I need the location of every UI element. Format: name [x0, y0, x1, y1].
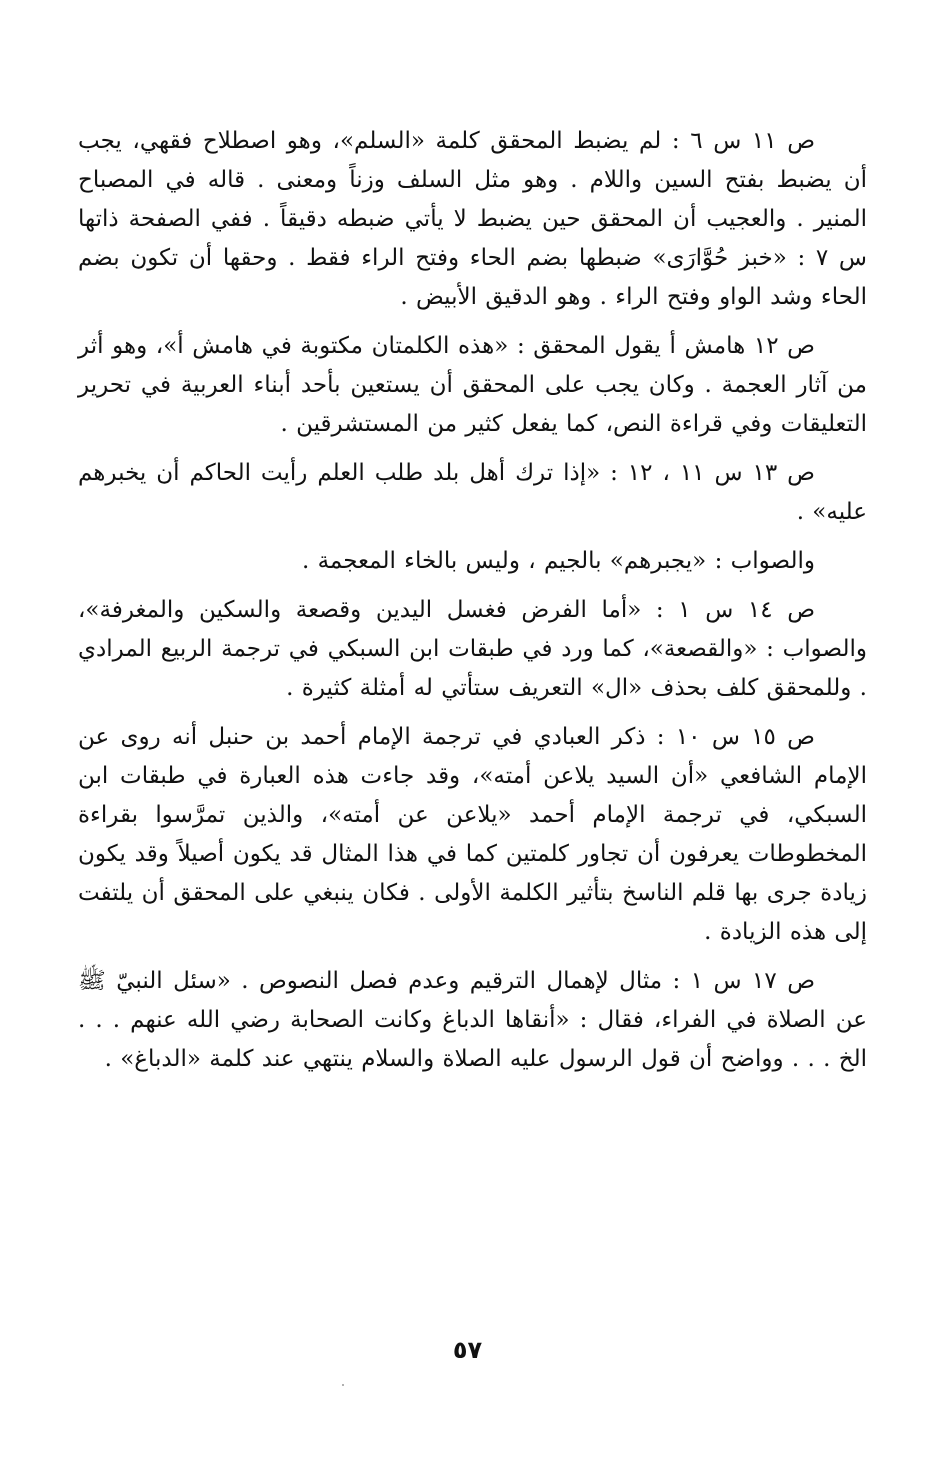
paragraph-p11: ص ١١ س ٦ : لم يضبط المحقق كلمة «السلم»، وهو اصطلاح فقهي، يجب أن يضبط بفتح السين واللام . وهو مثل السلف وزناً ومعنى . قاله في المصباح المنير . والعجيب أن المحقق حين يضبط لا يأتي ضبطه دقيقاً . ففي الصفحة ذاتها س ٧ : «خبز حُوَّارَى» ضبطها بضم الحاء وفتح الراء فقط . وحقها أن تكون بضم الحاء وشد الواو وفتح الراء . وهو الدقيق الأبيض .	[78, 128, 867, 310]
paragraph-p15: ص ١٥ س ١٠ : ذكر العبادي في ترجمة الإمام أحمد بن حنبل أنه روى عن الإمام الشافعي «أن السيد يلاعن أمته»، وقد جاءت هذه العبارة في طبقات ابن السبكي، في ترجمة الإمام أحمد «يلاعن عن أمته»، والذين تمرَّسوا بقراءة المخطوطات يعرفون أن تجاور كلمتين كما في هذا المثال قد يكون أصيلاً وقد يكون زيادة جرى بها قلم الناسخ بتأثير الكلمة الأولى . فكان ينبغي على المحقق أن يلتفت إلى هذه الزيادة .	[78, 724, 867, 945]
paragraph-p14: ص ١٤ س ١ : «أما الفرض فغسل اليدين وقصعة والسكين والمغرفة»، والصواب : «والقصعة»، كما ورد في طبقات ابن السبكي في ترجمة الربيع المرادي . وللمحقق كلف بحذف «ال» التعريف ستأتي له أمثلة كثيرة .	[78, 597, 867, 701]
scan-speck	[342, 1384, 344, 1386]
paragraph-p12: ص ١٢ هامش أ يقول المحقق : «هذه الكلمتان مكتوبة في هامش أ»، وهو أثر من آثار العجمة . وكان يجب على المحقق أن يستعين بأحد أبناء العربية في تحرير التعليقات وفي قراءة النص، كما يفعل كثير من المستشرقين .	[78, 333, 867, 437]
body-text	[78, 122, 867, 1089]
paragraph-correction: والصواب : «يجبرهم» بالجيم ، وليس بالخاء المعجمة .	[301, 548, 815, 574]
paragraph-p17: ص ١٧ س ١ : مثال لإهمال الترقيم وعدم فصل النصوص . «سئل النبيّ ﷺ عن الصلاة في الفراء، فقال : «أنقاها الدباغ وكانت الصحابة رضي الله عنهم . . . الخ . . . وواضح أن قول الرسول عليه الصلاة والسلام ينتهي عند كلمة «الدباغ» .	[78, 968, 867, 1072]
page-number: ٥٧	[452, 1336, 483, 1364]
paragraph-p13: ص ١٣ س ١١ ، ١٢ : «إذا ترك أهل بلد طلب العلم رأيت الحاكم أن يخبرهم عليه» .	[78, 460, 867, 525]
